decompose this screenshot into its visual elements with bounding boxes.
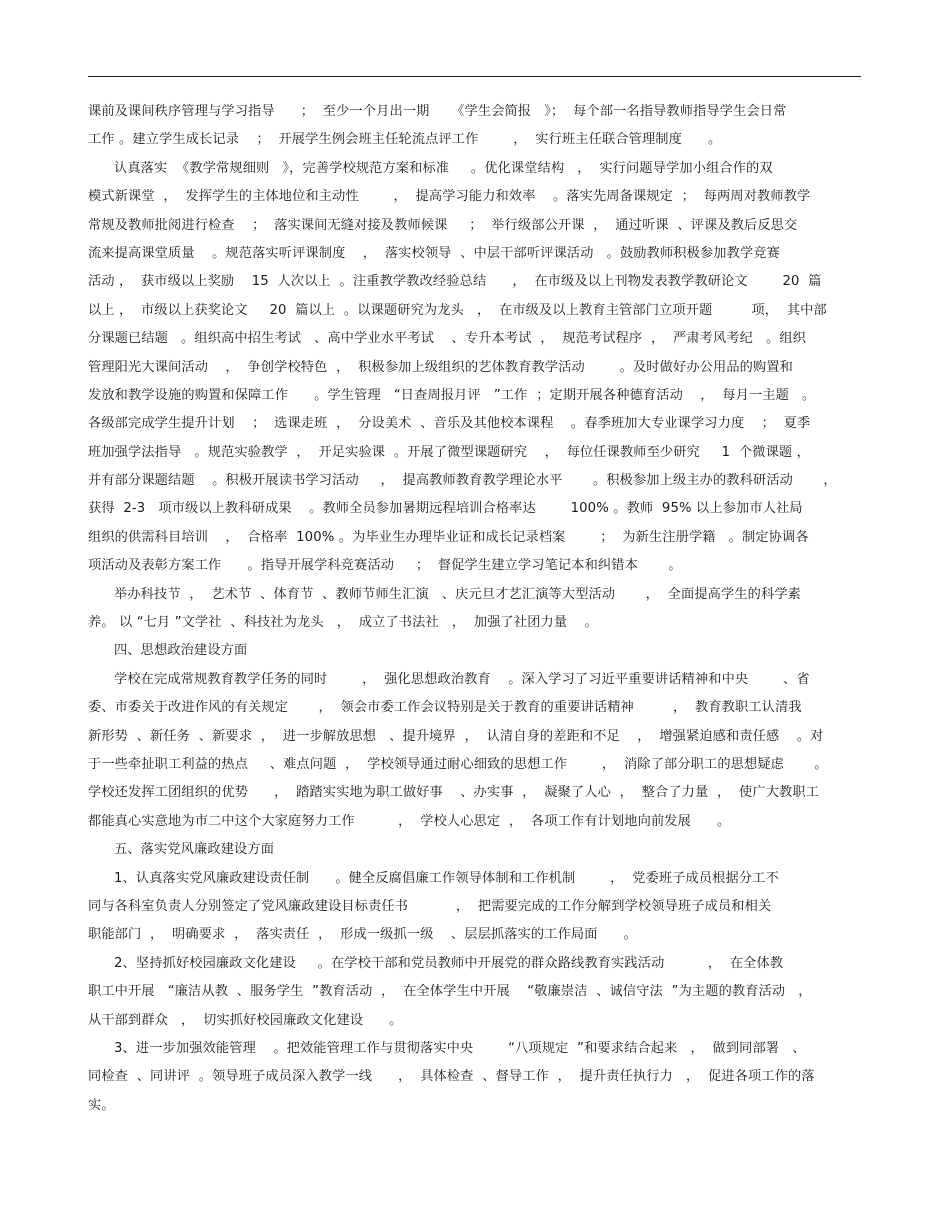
text-line: 分课题已结题 。组织高中招生考试 、高中学业水平考试 、专升本考试 ， 规范考试程序 ， 严肃考风考纪 。组织 bbox=[88, 331, 807, 347]
text-line: 模式新课堂 ， 发挥学生的主体地位和主动性 ， 提高学习能力和效率 。落实先周备课规定 ； 每两周对教师教学 bbox=[88, 189, 811, 205]
text-line: 以上 ， 市级以上获奖论文 20 篇以上 。以课题研究为龙头 ， 在市级及以上教育主管部门立项开题 项， 其中部 bbox=[88, 302, 827, 318]
text-line: 职工中开展 “廉洁从教 、服务学生 ”教育活动 ， 在全体学生中开展 “敬廉崇洁 、诚信守法 ”为主题的教育活动 ， bbox=[88, 984, 812, 1000]
text-line: 班加强学法指导 。规范实验教学 ， 开足实验课 。开展了微型课题研究 ， 每位任课教师至少研究 1 个微课题 ， bbox=[88, 444, 810, 460]
text-line: 工作 。建立学生成长记录 ； 开展学生例会班主任轮流点评工作 ， 实行班主任联合管理制度 。 bbox=[88, 132, 722, 148]
text-line: 3、进一步加强效能管理 。把效能管理工作与贯彻落实中央 “八项规定 ”和要求结合起来 ， 做到同部署 、 bbox=[114, 1040, 806, 1056]
text-line: 都能真心实意地为市二中这个大家庭努力工作 ， 学校人心思定 ， 各项工作有计划地向前发展 。 bbox=[88, 813, 731, 829]
header-rule bbox=[88, 76, 861, 77]
text-line: 2、坚持抓好校园廉政文化建设 。在学校干部和党员教师中开展党的群众路线教育实践活动 ， 在全体教 bbox=[114, 955, 784, 971]
text-line: 新形势 、新任务 、新要求 ， 进一步解放思想 、提升境界 ， 认清自身的差距和不足 ， 增强紧迫感和责任感 。对 bbox=[88, 728, 824, 744]
text-line: 活动 ， 获市级以上奖励 15 人次以上 。注重教学教改经验总结 ， 在市级及以上刊物发表教学教研论文 20 篇 bbox=[88, 274, 822, 290]
text-line: 并有部分课题结题 。积极开展读书学习活动 ， 提高教师教育教学理论水平 。积极参加上级主办的教科研活动 ， bbox=[88, 473, 837, 489]
text-line: 组织的供需科目培训 ， 合格率 100% 。为毕业生办理毕业证和成长记录档案 ； 为新生注册学籍 。制定协调各 bbox=[88, 529, 809, 545]
text-line: 学校还发挥工团组织的优势 ， 踏踏实实地为职工做好事 、办实事 ， 凝聚了人心 ， 整合了力量 ， 使广大教职工 bbox=[88, 785, 820, 801]
text-line: 职能部门 ， 明确要求 ， 落实责任 ， 形成一级抓一级 、层层抓落实的工作局面 。 bbox=[88, 927, 637, 943]
text-line: 各级部完成学生提升计划 ； 选课走班 ， 分设美术 、音乐及其他校本课程 。春季班加大专业课学习力度 ； 夏季 bbox=[88, 416, 811, 432]
document-body bbox=[88, 98, 858, 1120]
text-line: 课前及课间秩序管理与学习指导 ； 至少一个月出一期 《学生会简报 》； 每个部一名指导教师指导学生会日常 bbox=[88, 104, 787, 119]
text-line: 认真落实 《教学常规细则 》，完善学校规范方案和标准 。优化课堂结构 ， 实行问题导学加小组合作的双 bbox=[114, 160, 773, 176]
text-line: 流来提高课堂质量 。规范落实听评课制度 ， 落实校领导 、中层干部听评课活动 。鼓励教师积极参加教学竞赛 bbox=[88, 245, 780, 261]
text-line: 委、市委关于改进作风的有关规定 ， 领会市委工作会议特别是关于教育的重要讲话精神 ， 教育教职工认清我 bbox=[88, 700, 802, 716]
text-line: 项活动及表彰方案工作 。指导开展学科竞赛活动 ； 督促学生建立学习笔记本和纠错本 。 bbox=[88, 558, 682, 574]
text-line: 同与各科室负责人分别签定了党风廉政建设目标责任书 ， 把需要完成的工作分解到学校领导班子成员和相关 bbox=[88, 898, 772, 914]
text-line: 于一些牵扯职工利益的热点 、难点问题 ， 学校领导通过耐心细致的思想工作 ， 消除了部分职工的思想疑虑 。 bbox=[88, 756, 828, 772]
text-line: 1、认真落实党风廉政建设责任制 。健全反腐倡廉工作领导体制和工作机制 ， 党委班子成员根据分工不 bbox=[114, 870, 779, 886]
text-line: 五、落实党风廉政建设方面 bbox=[114, 842, 275, 858]
text-line: 从干部到群众 ， 切实抓好校园廉政文化建设 。 bbox=[88, 1012, 403, 1028]
text-line: 实。 bbox=[88, 1097, 115, 1113]
text-line: 四、思想政治建设方面 bbox=[114, 643, 248, 659]
text-line: 常规及教师批阅进行检查 ； 落实课间无缝对接及教师候课 ； 举行级部公开课 ， 通过听课 、评课及教后反思交 bbox=[88, 217, 798, 233]
text-line: 学校在完成常规教育教学任务的同时 ， 强化思想政治教育 。深入学习了习近平重要讲话精神和中央 、省 bbox=[114, 671, 810, 687]
text-line: 发放和教学设施的购置和保障工作 。学生管理 “日查周报月评 ”工作 ；定期开展各种德育活动 ， 每月一主题 。 bbox=[88, 387, 816, 403]
text-line: 同检查 、同讲评 。领导班子成员深入教学一线 ， 具体检查 、督导工作 ， 提升责任执行力 ， 促进各项工作的落 bbox=[88, 1069, 815, 1085]
text-line: 管理阳光大课间活动 ， 争创学校特色 ， 积极参加上级组织的艺体教育教学活动 。及时做好办公用品的购置和 bbox=[88, 359, 794, 375]
text-line: 获得 2-3 项市级以上教科研成果 。教师全员参加暑期远程培训合格率达 100% 。教师 95% 以上参加市人社局 bbox=[88, 501, 803, 517]
text-line: 养。 以 “七月 ”文学社 、科技社为龙头 ， 成立了书法社 ， 加强了社团力量 。 bbox=[88, 615, 598, 631]
text-line: 举办科技节 ， 艺术节 、体育节 、教师节师生汇演 、庆元旦才艺汇演等大型活动 ， 全面提高学生的科学素 bbox=[114, 586, 802, 602]
